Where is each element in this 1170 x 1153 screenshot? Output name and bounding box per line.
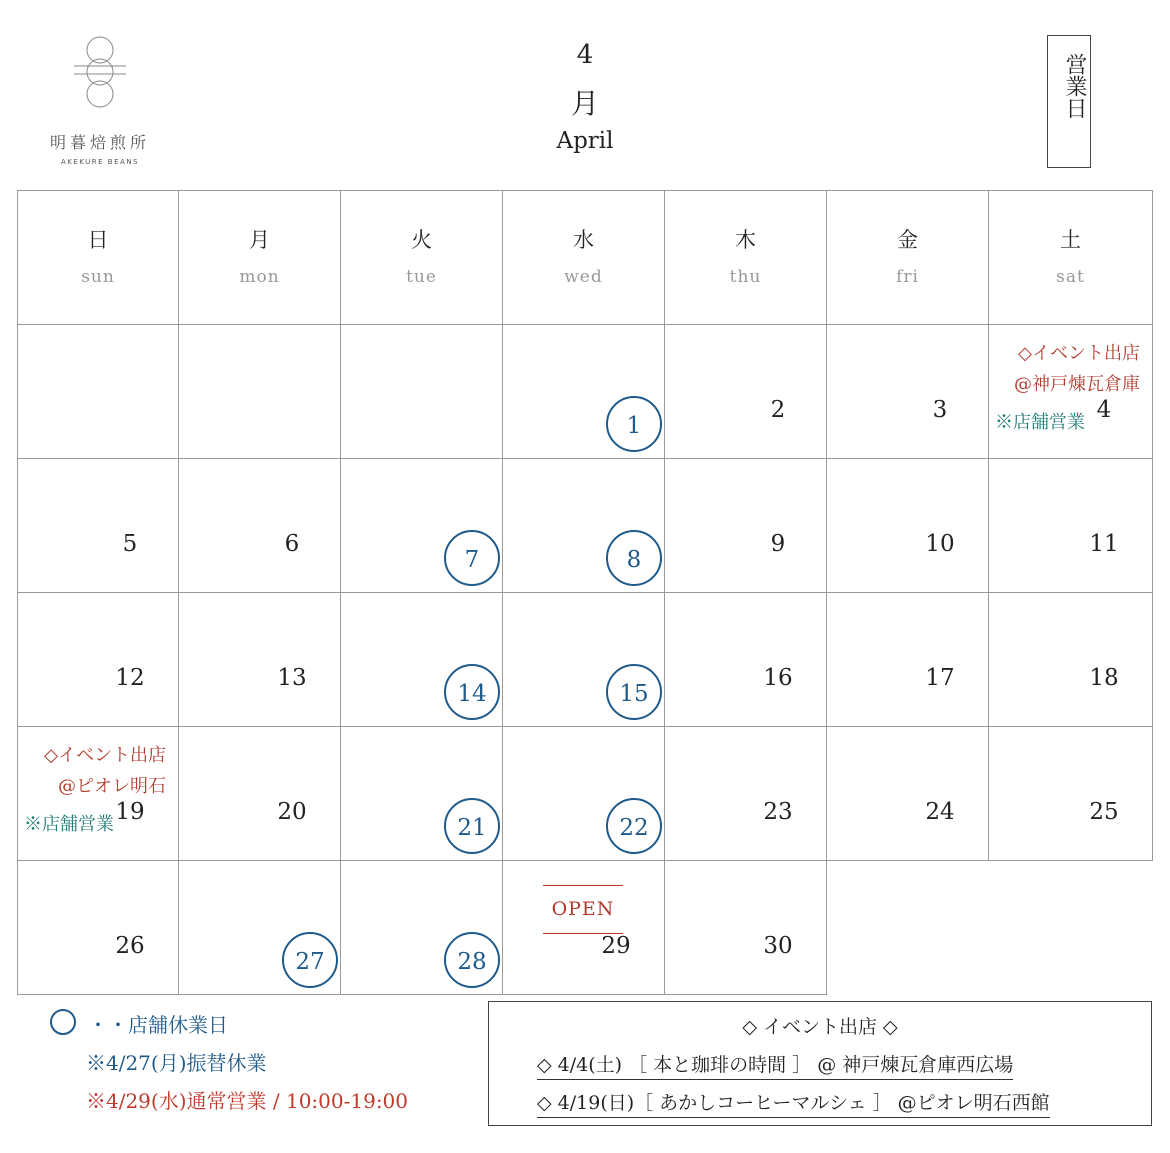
calendar-day-cell <box>179 861 341 995</box>
calendar-day-cell <box>989 593 1153 727</box>
day-number: 9 <box>770 531 786 557</box>
event-note: @神戸煉瓦倉庫 <box>1014 374 1140 395</box>
calendar-day-cell <box>17 593 179 727</box>
day-number: 10 <box>925 531 955 557</box>
calendar-empty-cell <box>179 325 341 459</box>
day-number-closed: 28 <box>444 932 500 988</box>
shop-open-note: ※店舗営業 <box>24 814 114 835</box>
day-number: 6 <box>284 531 300 557</box>
brand-logo <box>30 30 170 175</box>
day-number: 5 <box>122 531 138 557</box>
weekday-en: sun <box>81 267 115 287</box>
calendar-day-cell <box>827 325 989 459</box>
legend-note-open: ※4/29(水)通常営業 / 10:00-19:00 <box>86 1089 409 1113</box>
day-number: 11 <box>1089 531 1119 557</box>
weekday-en: fri <box>896 267 919 287</box>
calendar-day-cell <box>827 727 989 861</box>
day-number: 16 <box>763 665 793 691</box>
logo-text-jp: 明暮焙煎所 <box>49 133 150 152</box>
day-number: 30 <box>763 933 793 959</box>
weekday-header <box>17 190 179 325</box>
weekday-en: wed <box>564 267 603 287</box>
calendar-empty-cell <box>827 861 989 995</box>
event-info-box <box>488 1001 1152 1126</box>
legend <box>50 1005 470 1145</box>
weekday-header <box>179 190 341 325</box>
day-number-closed: 14 <box>444 664 500 720</box>
event-note: @ピオレ明石 <box>58 776 166 797</box>
weekday-en: tue <box>406 267 437 287</box>
calendar-day-cell <box>503 593 665 727</box>
day-number: 23 <box>763 799 793 825</box>
calendar-day-cell <box>503 459 665 593</box>
day-number: 2 <box>770 397 786 423</box>
calendar-day-cell <box>341 861 503 995</box>
weekday-jp: 日 <box>87 228 109 252</box>
day-number: 3 <box>932 397 948 423</box>
event-note: ◇イベント出店 <box>44 745 166 766</box>
day-number: 29 <box>601 933 631 959</box>
calendar-day-cell <box>503 727 665 861</box>
calendar-grid <box>17 190 1153 996</box>
day-number-closed: 22 <box>606 798 662 854</box>
day-number: 13 <box>277 665 307 691</box>
weekday-jp: 火 <box>411 228 432 252</box>
calendar-day-cell <box>17 727 179 861</box>
weekday-en: sat <box>1056 267 1085 287</box>
day-number: 12 <box>115 665 145 691</box>
weekday-jp: 水 <box>573 228 594 252</box>
weekday-header <box>665 190 827 325</box>
calendar-empty-cell <box>17 325 179 459</box>
day-number-closed: 27 <box>282 932 338 988</box>
month-english: April <box>556 128 614 154</box>
calendar-day-cell <box>827 593 989 727</box>
event-note: ◇イベント出店 <box>1018 343 1140 364</box>
weekday-header <box>827 190 989 325</box>
business-day-label: 営業日 <box>1062 53 1087 119</box>
calendar-day-cell <box>665 593 827 727</box>
event-item: ◇ 4/4(土) ［ 本と珈琲の時間 ］ @ 神戸煉瓦倉庫西広場 <box>537 1050 1013 1080</box>
calendar-day-cell <box>341 593 503 727</box>
calendar-day-cell <box>665 727 827 861</box>
calendar-day-cell <box>665 459 827 593</box>
calendar-day-cell <box>17 459 179 593</box>
calendar-day-cell <box>665 861 827 995</box>
calendar-empty-cell <box>989 861 1153 995</box>
open-badge: OPEN <box>543 885 623 934</box>
day-number: 4 <box>1096 397 1112 423</box>
weekday-jp: 土 <box>1060 228 1081 252</box>
logo-mark-icon <box>72 36 128 116</box>
calendar-day-cell <box>179 593 341 727</box>
month-number: 4 <box>576 40 594 70</box>
month-kanji: 月 <box>570 87 599 120</box>
weekday-en: thu <box>729 267 762 287</box>
weekday-header <box>341 190 503 325</box>
legend-closed-label: ・・店舗休業日 <box>88 1013 228 1037</box>
day-number-closed: 8 <box>606 530 662 586</box>
day-number: 26 <box>115 933 145 959</box>
day-number: 18 <box>1089 665 1119 691</box>
day-number-closed: 7 <box>444 530 500 586</box>
day-number: 25 <box>1089 799 1119 825</box>
day-number: 24 <box>925 799 955 825</box>
weekday-header <box>989 190 1153 325</box>
legend-note-holiday: ※4/27(月)振替休業 <box>86 1051 267 1075</box>
calendar-day-cell <box>341 727 503 861</box>
day-number-closed: 1 <box>606 396 662 452</box>
shop-open-note: ※店舗営業 <box>995 412 1085 433</box>
calendar-day-cell <box>827 459 989 593</box>
weekday-jp: 金 <box>897 228 918 252</box>
event-box-title: ◇ イベント出店 ◇ <box>742 1016 898 1038</box>
day-number: 19 <box>115 799 145 825</box>
day-number-closed: 21 <box>444 798 500 854</box>
calendar-day-cell <box>989 459 1153 593</box>
calendar-day-cell <box>503 861 665 995</box>
calendar-day-cell <box>989 325 1153 459</box>
event-item: ◇ 4/19(日)［ あかしコーヒーマルシェ ］ @ピオレ明石西館 <box>537 1088 1050 1118</box>
calendar-day-cell <box>989 727 1153 861</box>
calendar-day-cell <box>179 727 341 861</box>
weekday-en: mon <box>239 267 280 287</box>
calendar-day-cell <box>341 459 503 593</box>
day-number: 17 <box>925 665 955 691</box>
logo-text-en: AKEKURE BEANS <box>60 158 140 166</box>
weekday-jp: 月 <box>249 228 270 252</box>
calendar-empty-cell <box>341 325 503 459</box>
day-number: 20 <box>277 799 307 825</box>
calendar-day-cell <box>179 459 341 593</box>
calendar-day-cell <box>503 325 665 459</box>
calendar-day-cell <box>665 325 827 459</box>
weekday-header <box>503 190 665 325</box>
closed-day-circle-icon <box>50 1009 76 1035</box>
day-number-closed: 15 <box>606 664 662 720</box>
business-day-label-box <box>1047 35 1091 168</box>
calendar-day-cell <box>17 861 179 995</box>
weekday-jp: 木 <box>735 228 756 252</box>
